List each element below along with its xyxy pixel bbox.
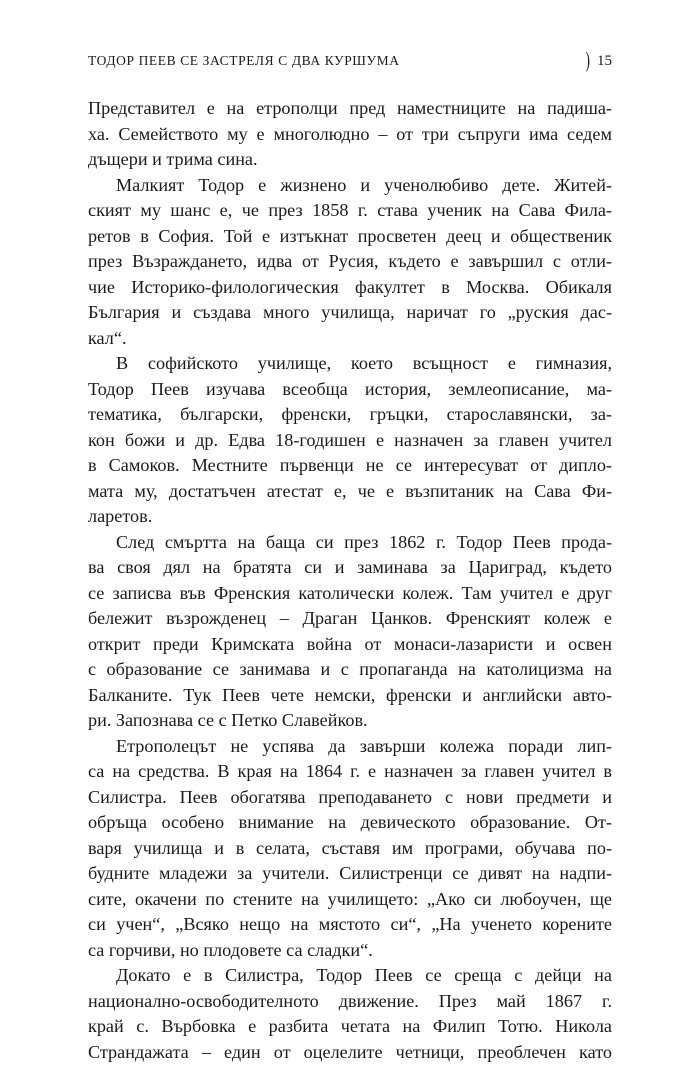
text-line: сите, окачени по стените на училището: „Ако си любоучен, ще bbox=[88, 888, 612, 909]
text-line: край с. Върбовка е разбита четата на Филип Тотю. Никола bbox=[88, 1016, 612, 1036]
text-line: будните младежи за учители. Силистренци се дивят на надпи- bbox=[88, 863, 612, 883]
paragraph bbox=[88, 963, 612, 1065]
text-line: варя училища и в селата, съставя им програми, обучава по- bbox=[88, 837, 612, 858]
text-line: В софийското училище, което всъщност е гимназия, bbox=[116, 353, 612, 373]
paragraph bbox=[88, 734, 612, 964]
running-title: ТОДОР ПЕЕВ СЕ ЗАСТРЕЛЯ С ДВА КУРШУМА bbox=[88, 53, 400, 68]
text-line: в Самоков. Местните първенци не се интересуват от дипло- bbox=[88, 455, 612, 475]
folio-bracket-ornament: ) bbox=[585, 47, 590, 72]
paragraph bbox=[88, 351, 612, 530]
text-line: национално-освободителното движение. През май 1867 г. bbox=[88, 990, 612, 1011]
text-line: се записва във Френския католически колеж. Там учител е друг bbox=[88, 582, 612, 603]
text-line: Малкият Тодор е жизнено и ученолюбиво дете. Житей- bbox=[116, 174, 612, 195]
text-line: мата му, достатъчен атестат е, че е възпитаник на Сава Фи- bbox=[88, 480, 612, 501]
text-line: Докато е в Силистра, Тодор Пеев се среща с дейци на bbox=[116, 965, 612, 985]
text-line: Балканите. Тук Пеев чете немски, френски и английски авто- bbox=[88, 684, 612, 705]
paragraph bbox=[88, 530, 612, 734]
text-line: България и създава много училища, наричат го „руския дас- bbox=[88, 302, 612, 322]
text-line: ският му шанс е, че през 1858 г. става ученик на Сава Фила- bbox=[88, 200, 612, 220]
text-line: с образование се занимава и с пропаганда на католицизма на bbox=[88, 659, 612, 679]
body-text bbox=[88, 96, 612, 1065]
text-line: си учен“, „Всяко нещо на мястото си“, „На ученето корените bbox=[88, 914, 612, 934]
text-line: са горчиви, но плодовете са сладки“. bbox=[88, 939, 373, 960]
text-line: Тодор Пеев изучава всеобща история, землеописание, ма- bbox=[88, 378, 612, 399]
text-line: Етрополецът не успява да завърши колежа поради лип- bbox=[116, 735, 612, 756]
text-line: чие Историко-филологическия факултет в Москва. Обикаля bbox=[88, 276, 612, 297]
text-line: дъщери и трима сина. bbox=[88, 149, 258, 169]
text-line: открит преди Кримската война от монаси-лазаристи и освен bbox=[88, 633, 612, 654]
page-number: 15 bbox=[597, 52, 612, 69]
paragraph bbox=[88, 173, 612, 352]
text-line: ретов в София. Той е изтъкнат просветен деец и общественик bbox=[88, 225, 612, 246]
text-line: кал“. bbox=[88, 327, 127, 348]
text-line: обръща особено внимание на девическото образование. От- bbox=[88, 812, 612, 832]
running-head bbox=[88, 47, 612, 72]
text-line: Силистра. Пеев обогатява преподаването с нови предмети и bbox=[88, 786, 612, 807]
text-line: ва своя дял на братята си и заминава за Цариград, където bbox=[88, 557, 612, 577]
paragraph bbox=[88, 96, 612, 173]
text-line: ха. Семейството му е многолюдно – от три съпруги има седем bbox=[88, 123, 612, 144]
folio bbox=[584, 47, 612, 72]
text-line: тематика, български, френски, гръцки, старославянски, за- bbox=[88, 404, 612, 424]
text-line: След смъртта на баща си през 1862 г. Тодор Пеев прода- bbox=[116, 531, 612, 552]
text-line: ри. Запознава се с Петко Славейков. bbox=[88, 710, 368, 730]
text-line: Страндажата – един от оцелелите четници, преоблечен като bbox=[88, 1041, 612, 1062]
text-line: бележит възрожденец – Драган Цанков. Френският колеж е bbox=[88, 608, 612, 628]
text-line: са на средства. В края на 1864 г. е назначен за главен учител в bbox=[88, 761, 612, 781]
text-line: ларетов. bbox=[88, 506, 153, 526]
text-line: Представител е на етрополци пред наместниците на падиша- bbox=[88, 98, 612, 118]
text-line: кон божи и др. Едва 18-годишен е назначен за главен учител bbox=[88, 429, 612, 450]
text-line: през Възраждането, идва от Русия, където е завършил с отли- bbox=[88, 251, 612, 271]
